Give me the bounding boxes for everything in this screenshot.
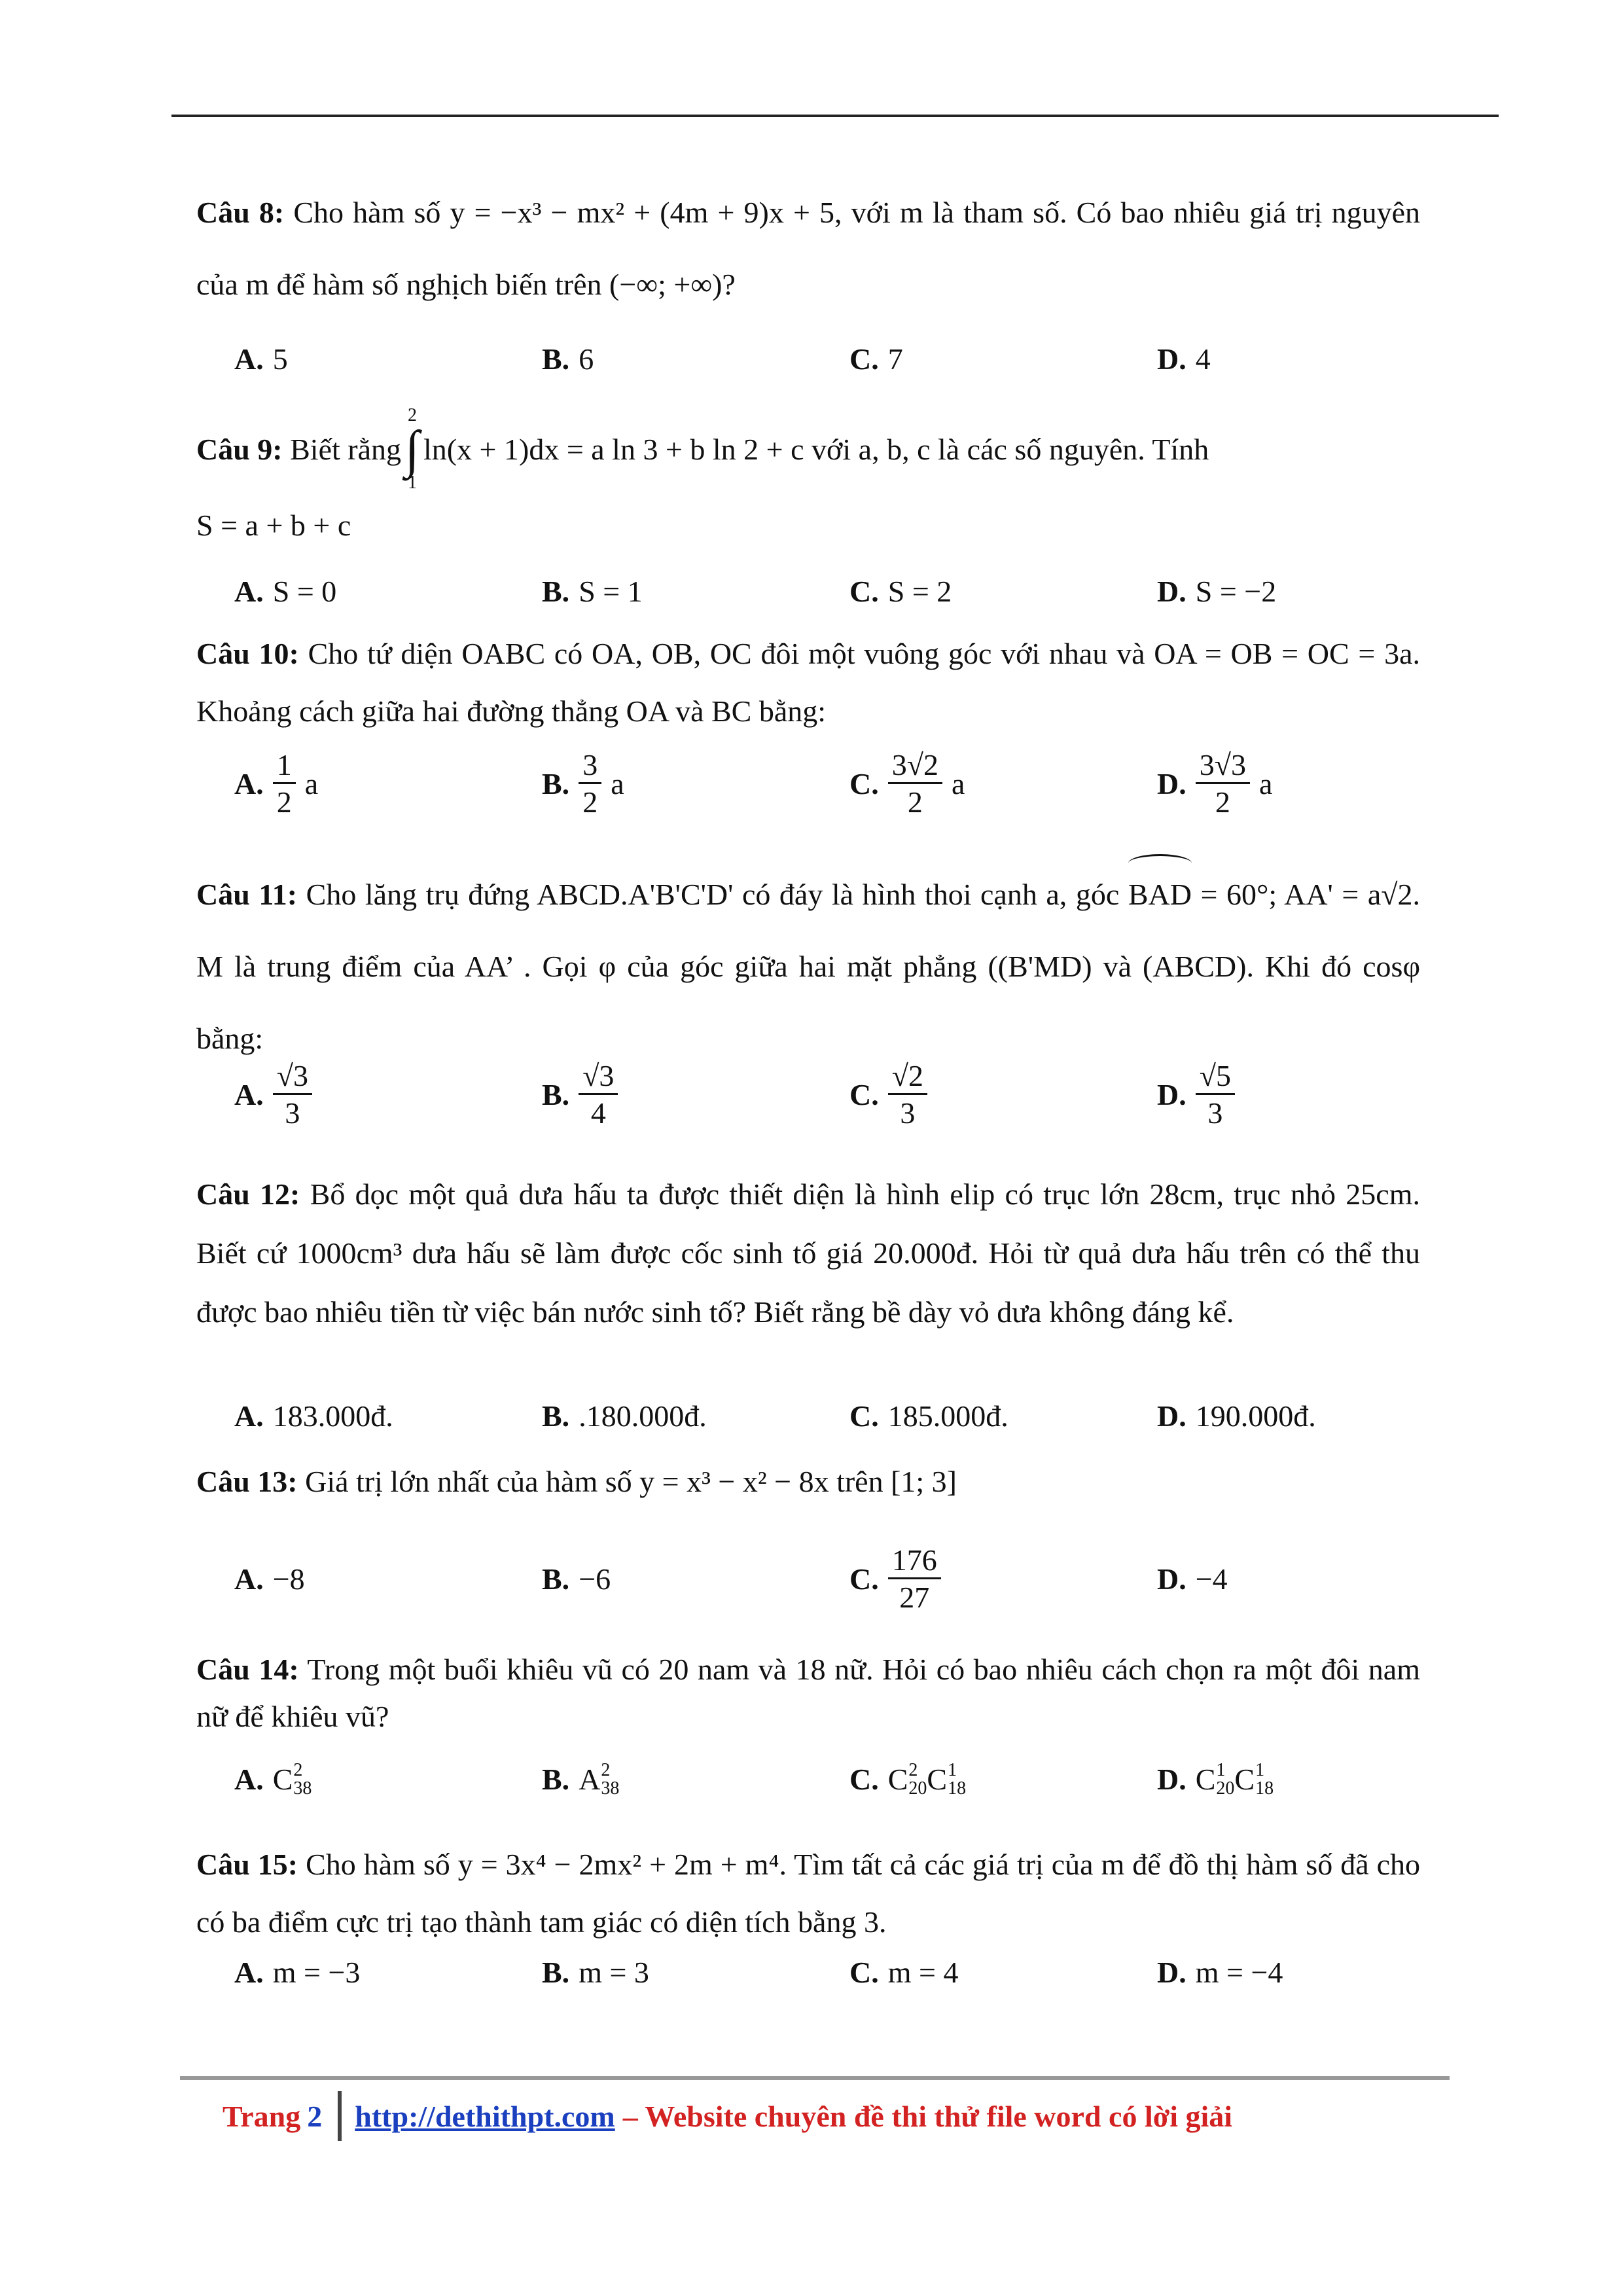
option-a[interactable]: A. −8 <box>234 1562 305 1596</box>
answers-q12 <box>234 1397 1458 1435</box>
option-a[interactable]: A. 183.000đ. <box>234 1399 393 1433</box>
question-text: Giá trị lớn nhất của hàm số y = x³ − x² − 8x trên [1; 3] <box>305 1465 957 1498</box>
fraction: $\frac{√3}{3}$ <box>273 1060 312 1130</box>
page-number: 2 <box>307 2099 323 2133</box>
answers-q14 <box>234 1761 1458 1799</box>
question-text: Cho tứ diện OABC có OA, OB, OC đôi một vuông góc với nhau và OA = OB = OC = 3a. Khoảng cách giữa hai đường thẳng OA và BC bằng: <box>196 637 1421 728</box>
question-text: Trong một buổi khiêu vũ có 20 nam và 18 nữ. Hỏi có bao nhiêu cách chọn ra một đôi nam nữ để khiêu vũ? <box>196 1653 1421 1733</box>
option-a[interactable]: A. $\frac{√3}{3}$ <box>234 1060 542 1130</box>
option-a[interactable]: A. S = 0 <box>234 575 337 608</box>
header-rule <box>171 115 1499 117</box>
option-d[interactable]: D. m = −4 <box>1157 1956 1283 1989</box>
fraction: $\frac{1}{2}$ <box>273 749 296 819</box>
option-a[interactable]: A. m = −3 <box>234 1956 361 1989</box>
option-c[interactable]: C. 185.000đ. <box>849 1399 1008 1433</box>
option-c[interactable]: C. $\frac{176}{27}$ <box>849 1545 1157 1614</box>
question-text-cont: = 60°; AA' = a√2. M là trung điểm của AA’ . Gọi φ của góc giữa hai mặt phẳng ((B'MD) và (ABCD). Khi đó cosφ bằng: <box>196 878 1421 1055</box>
option-c[interactable]: C. 7 <box>849 342 903 376</box>
fraction: $\frac{√2}{3}$ <box>888 1060 927 1130</box>
question-12 <box>196 1165 1420 1342</box>
question-text: Bổ dọc một quả dưa hấu ta được thiết diện là hình elip có trục lớn 28cm, trục nhỏ 25cm. Biết cứ 1000cm³ dưa hấu sẽ làm được cốc sinh tố giá 20.000đ. Hỏi từ quả dưa hấu trên có thể thu được bao nhiêu tiền từ việc bán nước sinh tố? Biết rằng bề dày vỏ dưa không đáng kể. <box>196 1177 1421 1329</box>
question-8: Câu 8: Cho hàm số y = −x³ − mx² + (4m + 9)x + 5, với m là tham số. Có bao nhiêu giá trị nguyên của m để hàm số nghịch biến trên (−∞; +∞)? <box>196 196 1421 301</box>
option-b[interactable]: B. A 2 38 <box>542 1759 620 1799</box>
question-10 <box>196 625 1420 740</box>
option-b[interactable]: B. .180.000đ. <box>542 1399 707 1433</box>
question-text: , với m là tham số. Có bao nhiêu giá trị nguyên của m để hàm số nghịch biến trên (−∞; +∞)? <box>196 196 1421 301</box>
angle-symbol: BAD <box>1128 854 1192 931</box>
footer-tagline: – Website chuyên đề thi thử file word có lời giải <box>622 2099 1233 2133</box>
option-d[interactable]: D. −4 <box>1157 1562 1228 1596</box>
question-label: Câu 10: <box>196 637 299 670</box>
option-b[interactable]: B. $\frac{√3}{4}$ <box>542 1060 849 1130</box>
fraction: $\frac{3√3}{2}$ <box>1196 749 1250 819</box>
combination-term: C 2 20 C 1 18 <box>887 1759 967 1799</box>
option-b[interactable]: B. m = 3 <box>542 1956 649 1989</box>
option-b[interactable]: B. S = 1 <box>542 575 643 608</box>
option-d[interactable]: D. S = −2 <box>1157 575 1277 608</box>
option-d[interactable]: D. C 1 20 C 1 18 <box>1157 1759 1274 1799</box>
fraction: $\frac{3√2}{2}$ <box>888 749 942 819</box>
option-d[interactable]: D. 4 <box>1157 342 1211 376</box>
question-11 <box>196 854 1420 1075</box>
option-b[interactable]: B. 6 <box>542 342 594 376</box>
option-c[interactable]: C. C 2 20 C 1 18 <box>849 1759 967 1799</box>
fraction: $\frac{3}{2}$ <box>579 749 601 819</box>
footer-divider <box>338 2091 342 2141</box>
option-d[interactable]: D. $\frac{3√3}{2}$ a <box>1157 748 1273 819</box>
formula: ln(x + 1)dx = a ln 3 + b ln 2 + c <box>423 433 804 467</box>
question-14 <box>196 1646 1420 1740</box>
arrangement-term: A 2 38 <box>579 1759 620 1799</box>
answers-q10 <box>234 749 1458 819</box>
website-link[interactable]: http://dethithpt.com <box>355 2099 615 2133</box>
fraction: $\frac{176}{27}$ <box>888 1545 941 1614</box>
option-d[interactable]: D. 190.000đ. <box>1157 1399 1316 1433</box>
integral-sign: ∫ <box>405 420 419 478</box>
answers-q11 <box>234 1060 1458 1130</box>
page-footer <box>223 2091 1232 2141</box>
integral: 2 ∫ 1 <box>405 405 419 493</box>
question-text: Cho lăng trụ đứng ABCD.A'B'C'D' có đáy là hình thoi cạnh a, góc <box>306 878 1120 911</box>
option-b[interactable]: B. $\frac{3}{2}$ a <box>542 748 624 819</box>
option-b[interactable]: B. −6 <box>542 1562 611 1596</box>
formula: y = −x³ − mx² + (4m + 9)x + 5 <box>450 196 835 229</box>
answers-q8 <box>234 340 1458 378</box>
option-c[interactable]: C. m = 4 <box>849 1956 959 1989</box>
question-label: Câu 15: <box>196 1848 298 1881</box>
question-13 <box>196 1463 1420 1501</box>
answers-q13 <box>234 1545 1458 1614</box>
footer-rule <box>180 2076 1450 2080</box>
answers-q9 <box>234 573 1458 611</box>
question-15 <box>196 1836 1420 1951</box>
question-label: Câu 14: <box>196 1653 299 1686</box>
question-label: Câu 8: <box>196 196 285 229</box>
question-label: Câu 9: <box>196 433 283 467</box>
question-label: Câu 12: <box>196 1177 300 1211</box>
question-label: Câu 13: <box>196 1465 298 1498</box>
question-text: với a, b, c là các số nguyên. Tính <box>804 433 1209 467</box>
fraction: $\frac{√3}{4}$ <box>579 1060 618 1130</box>
question-9: Câu 9: Biết rằng 2 ∫ 1 ln(x + 1)dx = a ln 3 + b ln 2 + c với a, b, c là các số nguyên. Tính S = a + b + c <box>196 406 1420 544</box>
combination-term: C 2 38 <box>272 1759 312 1799</box>
page-label: Trang <box>223 2099 301 2133</box>
option-a[interactable]: A. C 2 38 <box>234 1759 312 1799</box>
option-c[interactable]: C. S = 2 <box>849 575 952 608</box>
option-d[interactable]: D. $\frac{√5}{3}$ <box>1157 1060 1465 1130</box>
question-text: Cho hàm số y = 3x⁴ − 2mx² + 2m + m⁴. Tìm tất cả các giá trị của m để đồ thị hàm số đã cho có ba điểm cực trị tạo thành tam giác có diện tích bằng 3. <box>196 1848 1420 1939</box>
combination-term: C 1 20 C 1 18 <box>1195 1759 1274 1799</box>
option-c[interactable]: C. $\frac{√2}{3}$ <box>849 1060 1157 1130</box>
formula-line: S = a + b + c <box>196 508 351 542</box>
option-c[interactable]: C. $\frac{3√2}{2}$ a <box>849 748 965 819</box>
answers-q15 <box>234 1954 1458 1992</box>
option-a[interactable]: A. 5 <box>234 342 288 376</box>
question-label: Câu 11: <box>196 878 298 911</box>
fraction: $\frac{√5}{3}$ <box>1196 1060 1235 1130</box>
option-a[interactable]: A. $\frac{1}{2}$ a <box>234 748 319 819</box>
